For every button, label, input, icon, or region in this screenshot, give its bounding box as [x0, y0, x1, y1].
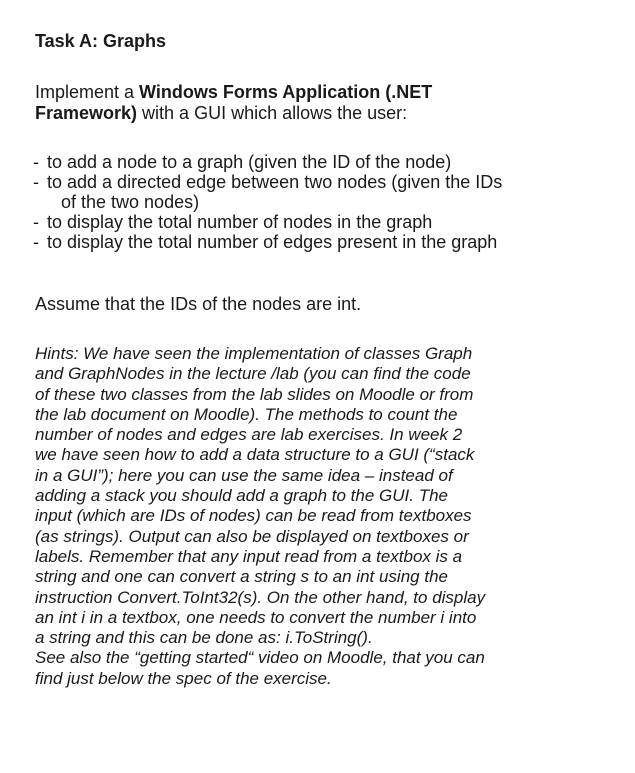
intro-suffix: with a GUI which allows the user: — [137, 103, 408, 123]
list-item-text: to add a node to a graph (given the ID of the node) — [47, 152, 452, 172]
bullet-dash: - — [33, 172, 39, 192]
hints-line: find just below the spec of the exercise. — [35, 668, 332, 688]
hints-line: instruction Convert.ToInt32(s). On the other hand, to display — [35, 587, 486, 607]
hints-line: we have seen how to add a data structure to a GUI (“stack — [35, 445, 475, 465]
hints-line: in a GUI”); here you can use the same idea – instead of — [35, 465, 453, 485]
hints-line: input (which are IDs of nodes) can be read from textboxes — [35, 506, 472, 526]
hints-line: a string and this can be done as: i.ToString(). — [35, 628, 373, 648]
hints-line: string and one can convert a string s to an int using the — [35, 567, 448, 587]
list-item-text: to add a directed edge between two nodes (given the IDs — [47, 172, 503, 192]
bullet-dash: - — [33, 232, 39, 252]
list-item — [33, 232, 603, 252]
requirements-list — [33, 152, 603, 252]
bullet-dash: - — [33, 212, 39, 232]
list-item-text: to display the total number of nodes in the graph — [47, 212, 433, 232]
list-item-text: to display the total number of edges present in the graph — [47, 232, 498, 252]
hints-line: number of nodes and edges are lab exercises. In week 2 — [35, 425, 463, 445]
intro-bold-1: Windows Forms Application (.NET — [139, 82, 433, 102]
hints-line: See also the “getting started“ video on Moodle, that you can — [35, 648, 485, 668]
list-item — [33, 152, 603, 172]
task-title: Task A: Graphs — [35, 31, 167, 51]
list-item-continuation: of the two nodes) — [61, 192, 200, 212]
hints-line: and GraphNodes in the lecture /lab (you can find the code — [35, 364, 471, 384]
list-item — [33, 212, 603, 232]
assumption-text: Assume that the IDs of the nodes are int. — [35, 294, 362, 314]
intro-prefix: Implement a — [35, 82, 140, 102]
list-item — [33, 172, 603, 212]
intro-bold-2: Framework) — [35, 103, 138, 123]
bullet-dash: - — [33, 152, 39, 172]
hints-line: of these two classes from the lab slides on Moodle or from — [35, 384, 474, 404]
hints-line: adding a stack you should add a graph to the GUI. The — [35, 486, 448, 506]
hints-line: Hints: We have seen the implementation of classes Graph — [35, 344, 473, 363]
hints-line: labels. Remember that any input read from a textbox is a — [35, 546, 463, 566]
hints-paragraph — [35, 344, 600, 689]
intro-paragraph — [35, 82, 595, 124]
hints-line: the lab document on Moodle). The methods to count the — [35, 404, 458, 424]
hints-line: an int i in a textbox, one needs to convert the number i into — [35, 607, 477, 627]
hints-line: (as strings). Output can also be displayed on textboxes or — [35, 526, 469, 546]
